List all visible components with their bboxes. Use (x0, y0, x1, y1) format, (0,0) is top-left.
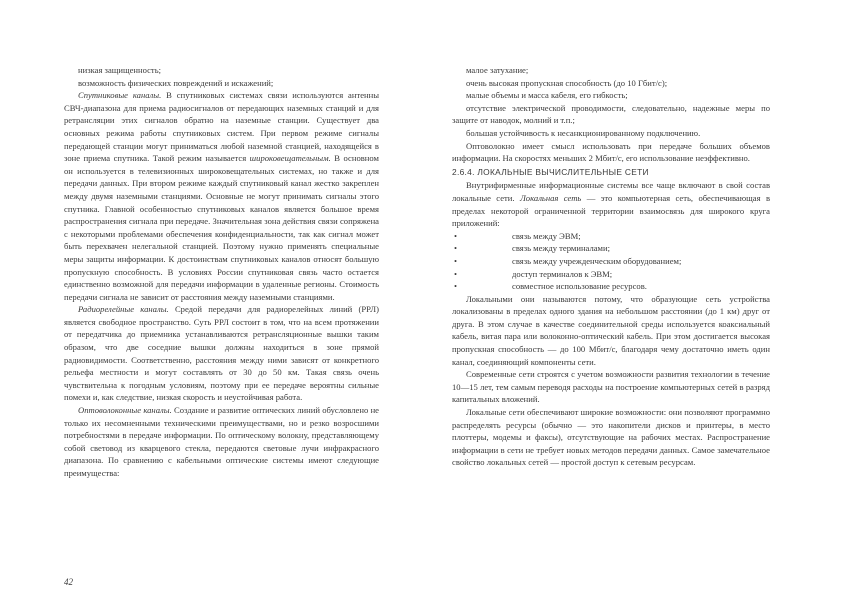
bullet-mark: • (454, 230, 458, 241)
paragraph-optical-summary: Оптоволокно имеет смысл использовать при передаче больших объемов информации. На скоростях меньших 2 Мбит/с, его использование неэффективно. (452, 140, 770, 164)
right-column (452, 64, 770, 469)
paragraph-local: Локальными они называются потому, что образующие сеть устройства локализованы в пределах одного здания на небольшом расстоянии (до 1 км) друг от друга. В этом случае в качестве соединительной среды используется коаксиальный кабель, витая пара или волоконно-оптический кабель. При этом достигается высокая пропускная способность — до 100 Мбит/с, благодаря чему достаточно иметь один канал, соединяющий компоненты сети. (452, 293, 770, 367)
bullet-text: совместное использование ресурсов. (512, 281, 647, 292)
paragraph-radio (64, 303, 379, 404)
paragraph-text: В спутниковых системах связи используются антенны СВЧ-диапазона для приема радиосигналов от передающих наземных станций и для ретрансляции этих сигналов обратно на наземные станции. Существует два основных режима работы спутниковых систем. При первом режиме сигналы передающей станции могут приниматься любой наземной станцией, находящейся в зоне приема спутника. Такой режим называется (64, 90, 379, 164)
paragraph-features: Локальные сети обеспечивают широкие возможности: они позволяют программно распределять ресурсы (обычно — это накопители дисков и принтеры, в место плоттеры, модемы и факсы), отсутствующие на рабочих местах. Распространение информации в сети не требует новых методов передачи данных. Самое замечательное свойство локальных сетей — простой доступ к сетевым ресурсам. (452, 407, 770, 468)
bullet-text: связь между ЭВМ; (512, 230, 581, 241)
list-item: возможность физических повреждений и искажений; (78, 77, 274, 88)
paragraph-text: Средой передачи для радиорелейных линий (РРЛ) является свободное пространство. Суть РРЛ состоит в том, что на всем протяжении от передатчика до приемника устанавливаются ретрансляционные вышки таким образом, что две соседние вышки должны находиться в зоне прямой радиовидимости. Соответственно, расстояния между ними зависят от конкретного рельефа местности и могут составлять от 30 до 50 км. Такая связь очень чувствительна к погодным условиям, поэтому при ее передаче вероятны сильные помехи и, как следствие, низкая скорость и неустойчивая работа. (64, 304, 380, 403)
paragraph-satellite (64, 89, 379, 303)
paragraph-modern: Современные сети строятся с учетом возможности развития технологии в течение 10—15 лет, тем самым переводя расходы на построение компьютерных сетей в разряд капитальных вложений. (452, 369, 770, 405)
list-item: малое затухание; (466, 65, 529, 75)
term-satellite: Спутниковые каналы. (78, 90, 162, 101)
bullet-text: доступ терминалов к ЭВМ; (512, 268, 613, 279)
list-item: очень высокая пропускная способность (до 10 Гбит/с); (466, 77, 668, 88)
term-broadcast: широковещательным. (249, 153, 331, 164)
list-item: малые объемы и масса кабеля, его гибкость; (466, 90, 628, 101)
paragraph-text: В основном он используется в телевизионных широковещательных системах, но также и для передачи данных. При втором режиме каждый спутниковый канал жестко закреплен между двумя наземными станциями. Основные не могут принимать сигналы этого спутника. Главной особенностью спутниковых каналов является большое время распространения сигнала при передаче. Значительная зона действия связи сопряжена с некоторыми проблемами обеспечения конфиденциальности, так как сигнал может быть перехвачен нелегальной станцией. Поэтому нужно применять специальные меры защиты информации. К достоинствам спутниковых каналов относят большую пропускную способность. В условиях России спутниковая связь часто остается единственно возможной для передачи информации в удаленные регионы. Стоимость передачи сигнала не зависит от расстояния между наземными станциями. (64, 153, 379, 302)
bullet-mark: • (454, 281, 458, 292)
paragraph-text: Создание и развитие оптических линий обусловлено не только их несомненными техническими преимуществами, но и резко возросшими потребностями в передаче информации. По оптическому волокну, представляющему собой световод из кварцевого стекла, передаются световые лучи инфракрасного диапазона. По сравнению с кабельными оптические системы имеют следующие преимущества: (64, 405, 379, 478)
term-local-network: Локальная сеть (519, 192, 582, 203)
bullet-mark: • (454, 268, 458, 279)
bullet-item (452, 242, 770, 255)
section-title: 2.6.4. ЛОКАЛЬНЫЕ ВЫЧИСЛИТЕЛЬНЫЕ СЕТИ (452, 166, 649, 177)
bullet-text: связь между учрежденческим оборудованием; (512, 255, 682, 266)
bullet-mark: • (454, 243, 458, 254)
term-radio: Радиорелейные каналы. (78, 304, 169, 315)
paragraph-optical (64, 404, 379, 480)
bullet-item (452, 280, 770, 293)
bullet-item (452, 268, 770, 281)
paragraph-text: Внутрифирменные информационные системы все чаще включают в свой состав локальные сети. (452, 180, 770, 203)
page-number: 42 (64, 577, 73, 587)
list-item: отсутствие электрической проводимости, следовательно, надежные меры по защите от наводок, молний и т.п.; (452, 102, 770, 126)
term-optical: Оптоволоконные каналы. (78, 405, 172, 416)
list-item: большая устойчивость к несанкционированному подключению. (466, 127, 701, 138)
list-item: низкая защищенность; (78, 65, 161, 75)
paragraph-intro (452, 179, 770, 229)
left-column (64, 64, 379, 480)
paragraph-text: — это компьютерная сеть, обеспечивающая в пределах некоторой ограниченной территории взаимосвязь для широкого круга приложений: (452, 192, 771, 229)
bullet-text: связь между терминалами; (512, 243, 610, 254)
bullet-item (452, 255, 770, 268)
bullet-item (452, 230, 770, 243)
bullet-mark: • (454, 255, 458, 266)
